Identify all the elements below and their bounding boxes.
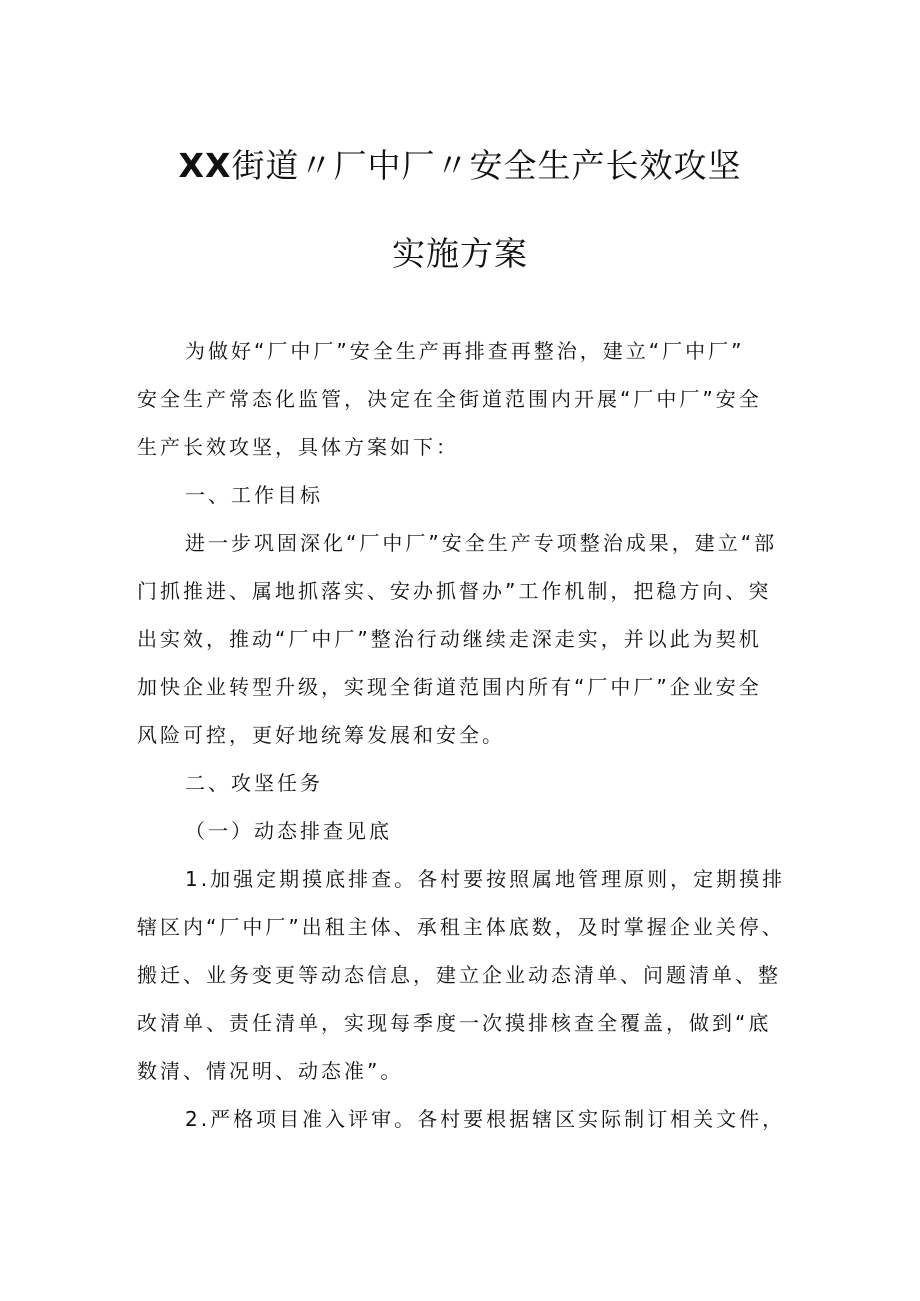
item-1-line-3: 搬迁、业务变更等动态信息，建立企业动态清单、问题清单、整 bbox=[137, 963, 781, 987]
title-prefix: XX bbox=[178, 146, 232, 185]
goals-line-5: 风险可控，更好地统筹发展和安全。 bbox=[137, 723, 505, 747]
document-title-line-2: 实施方案 bbox=[392, 234, 528, 273]
item-1-line-5: 数清、情况明、动态准”。 bbox=[137, 1059, 404, 1083]
section-heading-tasks: 二、攻坚任务 bbox=[185, 771, 323, 795]
subsection-heading-1: （一）动态排查见底 bbox=[185, 819, 392, 843]
intro-line-3: 生产长效攻坚，具体方案如下： bbox=[137, 435, 459, 459]
goals-line-1: 进一步巩固深化“厂中厂”安全生产专项整治成果，建立“部 bbox=[185, 531, 778, 555]
goals-line-4: 加快企业转型升级，实现全街道范围内所有“厂中厂”企业安全 bbox=[137, 675, 762, 699]
goals-line-3: 出实效，推动“厂中厂”整治行动继续走深走实，并以此为契机 bbox=[137, 627, 762, 651]
item-1-line-1: 1.加强定期摸底排查。各村要按照属地管理原则，定期摸排 bbox=[185, 867, 786, 891]
intro-line-1: 为做好“厂中厂”安全生产再排查再整治，建立“厂中厂” bbox=[185, 339, 745, 363]
item-2-line-1: 2.严格项目准入评审。各村要根据辖区实际制订相关文件， bbox=[185, 1107, 786, 1131]
document-title-line-1 bbox=[0, 140, 920, 187]
document-body bbox=[137, 327, 789, 1143]
intro-line-2: 安全生产常态化监管，决定在全街道范围内开展“厂中厂”安全 bbox=[137, 387, 762, 411]
item-1-line-2: 辖区内“厂中厂”出租主体、承租主体底数，及时掌握企业关停、 bbox=[137, 915, 785, 939]
title-line-1-text: 街道〃厂中厂〃安全生产长效攻坚 bbox=[231, 146, 742, 185]
section-heading-goals: 一、工作目标 bbox=[185, 483, 323, 507]
goals-line-2: 门抓推进、属地抓落实、安办抓督办”工作机制，把稳方向、突 bbox=[137, 579, 772, 603]
item-1-line-4: 改清单、责任清单，实现每季度一次摸排核查全覆盖，做到“底 bbox=[137, 1011, 772, 1035]
